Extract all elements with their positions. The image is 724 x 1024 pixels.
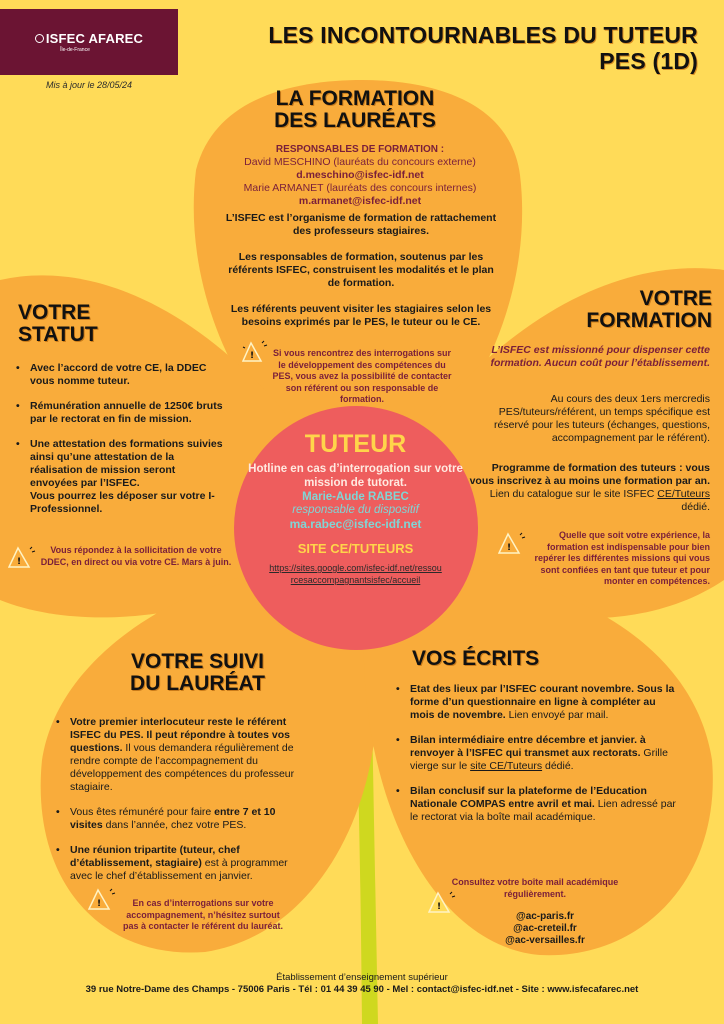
formation-title: VOTRE FORMATION [586, 287, 712, 332]
update-date: Mis à jour le 28/05/24 [45, 80, 133, 90]
formation-warning: Quelle que soit votre expérience, la formation est indispensable pour bien repérer les différentes missions qui vous sont confiées en tant que tuteur et pour monter en compétences. [534, 530, 710, 586]
contact-email[interactable]: ma.rabec@isfec-idf.net [289, 517, 422, 531]
list-item: • Rémunération annuelle de 1250€ bruts par le rectorat en fin de mission. [16, 400, 226, 426]
svg-text:!: ! [17, 557, 22, 567]
responsable-name: Marie ARMANET (lauréats des concours internes) [243, 182, 477, 194]
site-title: SITE CE/TUTEURS [297, 541, 414, 556]
list-item: • Vous êtes rémunéré pour faire entre 7 et 10 visites dans l’année, chez votre PES. [56, 806, 296, 832]
statut-title: VOTRE STATUT [18, 301, 98, 346]
page-title: LES INCONTOURNABLES DU TUTEUR PES (1D) [268, 22, 698, 74]
formation-laureats-title: LA FORMATION DES LAURÉATS [274, 87, 436, 132]
contact-role: responsable du dispositif [292, 504, 419, 516]
formation-body: Au cours des deux 1ers mercredis PES/tuteurs/référent, un temps spécifique est réservé pour les tuteurs (échanges, questions, accompagnement par le référent). [494, 393, 710, 444]
suivi-title: VOTRE SUIVI DU LAURÉAT [130, 650, 265, 695]
academies-list [480, 911, 610, 947]
tuteur-title: TUTEUR [304, 430, 407, 458]
svg-text:!: ! [507, 543, 512, 553]
logo-brand: ISFEC AFAREC [45, 31, 144, 46]
list-item: • Bilan conclusif sur la plateforme de l’Education Nationale COMPAS entre avril et mai. Lien adressé par le rectorat via la boîte mail académique. [396, 785, 676, 824]
responsable-email[interactable]: d.meschino@isfec-idf.net [296, 169, 424, 181]
svg-text:!: ! [97, 899, 102, 909]
isfec-logo[interactable] [0, 9, 178, 75]
hotline-text: Hotline en cas d’interrogation sur votre mission de tutorat. [248, 463, 463, 489]
tuteur-center [243, 430, 468, 586]
svg-text:!: ! [250, 351, 255, 361]
logo-ring-icon [35, 34, 44, 43]
formation-programme: Programme de formation des tuteurs : vous vous inscrivez à au moins une formation par an. Lien du catalogue sur le site ISFEC CE/Tuteurs dédié. [469, 462, 710, 513]
footer-contact: 39 rue Notre-Dame des Champs - 75006 Paris - Tél : 01 44 39 45 90 - Mel : contact@isfec-idf.net - Site : www.isfecafarec.net [85, 984, 639, 995]
ecrits-title: VOS ÉCRITS [412, 647, 540, 670]
footer-line1: Établissement d’enseignement supérieur [276, 972, 448, 983]
responsables-label: RESPONSABLES DE FORMATION : [275, 144, 445, 155]
list-item: • Votre premier interlocuteur reste le référent ISFEC du PES. Il peut répondre à toutes vos questions. Il vous demandera régulièrement de rendre compte de l’accompagnement du développement des compétences du professeur stagiaire. [56, 716, 296, 794]
formation-laureats-text [222, 212, 500, 342]
list-item: • Une attestation des formations suivies ainsi qu’une attestation de la réalisation de mission seront envoyées par l’ISFEC. Vous pourrez les déposer sur votre I-Professionnel. [16, 438, 226, 516]
site-ce-tuteurs-link[interactable]: site CE/Tuteurs [470, 760, 543, 772]
paragraph: Les référents peuvent visiter les stagiaires selon les besoins exprimés par le PES, le tuteur ou le CE. [230, 303, 492, 328]
suivi-warning: En cas d’interrogations sur votre accompagnement, n’hésitez surtout pas à contacter le référent du lauréat. [122, 898, 284, 931]
warning-icon [8, 545, 36, 569]
statut-list [16, 362, 226, 528]
formation-laureats-warning: Si vous rencontrez des interrogations sur le développement des compétences du PES, vous avez la possibilité de contacter son référent ou son responsable de formation. [272, 348, 452, 404]
logo-sub: Île-de-France [60, 47, 90, 53]
suivi-list [56, 716, 296, 895]
list-item: • Etat des lieux par l’ISFEC courant novembre. Sous la forme d’un questionnaire en ligne à compléter au mois de novembre. Lien envoyé par mail. [396, 683, 676, 722]
site-link[interactable]: https://sites.google.com/isfec-idf.net/ressourcesaccompagnantsisfec/accueil [269, 563, 442, 585]
footer [0, 972, 724, 996]
responsable-name: David MESCHINO (lauréats du concours externe) [244, 156, 476, 168]
academy-domain: @ac-versailles.fr [505, 935, 585, 946]
contact-name: Marie-Aude RABEC [302, 491, 409, 503]
ecrits-warning: Consultez votre boîte mail académique régulièrement. [451, 877, 619, 899]
paragraph: Les responsables de formation, soutenus par les référents ISFEC, construisent les modalités et le plan de formation. [228, 251, 494, 289]
list-item: • Bilan intermédiaire entre décembre et janvier. à renvoyer à l’ISFEC qui transmet aux rectorats. Grille vierge sur le site CE/Tuteurs dédié. [396, 734, 676, 773]
statut-warning: Vous répondez à la sollicitation de votre DDEC, en direct ou via votre CE. Mars à juin. [40, 545, 232, 567]
academy-domain: @ac-paris.fr [515, 911, 575, 922]
academy-domain: @ac-creteil.fr [513, 923, 577, 934]
formation-intro: L’ISFEC est missionné pour dispenser cette formation. Aucun coût pour l’établissement. [490, 344, 710, 369]
responsables-block [210, 143, 510, 208]
warning-icon [88, 887, 116, 911]
warning-icon [242, 340, 270, 364]
list-item: • Avec l’accord de votre CE, la DDEC vous nomme tuteur. [16, 362, 226, 388]
svg-text:!: ! [437, 902, 442, 912]
ce-tuteurs-link[interactable]: CE/Tuteurs [657, 488, 710, 500]
list-item: • Une réunion tripartite (tuteur, chef d’établissement, stagiaire) est à programmer avec le chef d’établissement en janvier. [56, 844, 296, 883]
paragraph: L’ISFEC est l’organisme de formation de rattachement des professeurs stagiaires. [225, 212, 497, 237]
responsable-email[interactable]: m.armanet@isfec-idf.net [298, 195, 422, 207]
ecrits-list [396, 683, 676, 836]
